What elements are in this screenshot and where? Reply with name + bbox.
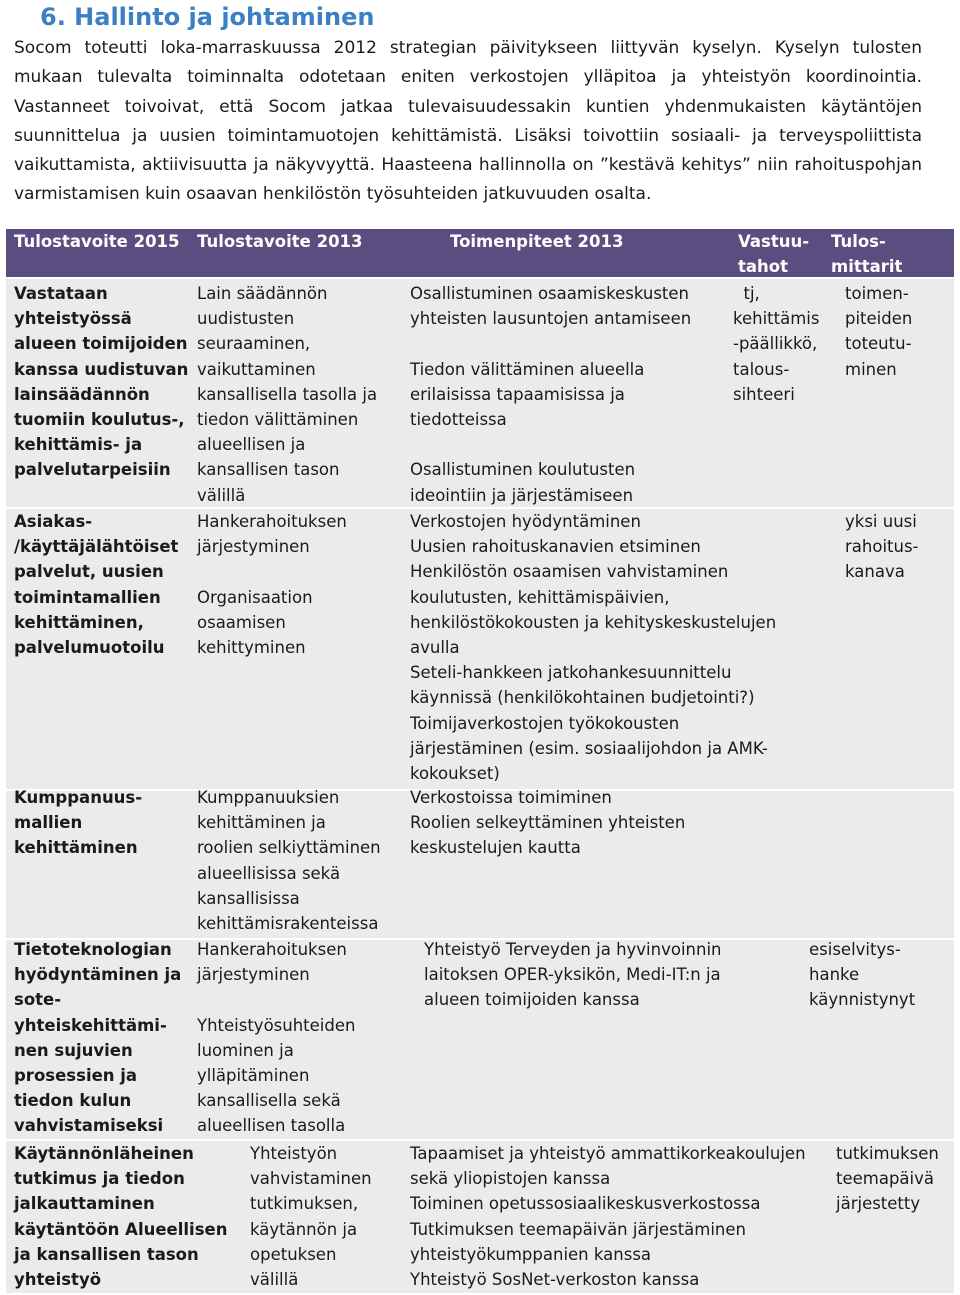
text-line: hanke bbox=[809, 965, 860, 985]
text-line: mittarit bbox=[831, 257, 903, 276]
text-line: yhteistyö bbox=[14, 1270, 102, 1290]
text-line: Asiakas- bbox=[14, 512, 93, 531]
text-line: Tapaamiset ja yhteistyö ammattikorkeakoulujen bbox=[410, 1144, 806, 1163]
text-line bbox=[197, 987, 355, 1012]
cell-metrics bbox=[845, 509, 919, 585]
text-line: ideointiin ja järjestämiseen bbox=[410, 485, 634, 505]
text-line: alueellisen tasolla bbox=[197, 1116, 346, 1136]
text-line: roolien selkiyttäminen bbox=[197, 838, 381, 858]
text-line: Tulos- bbox=[831, 232, 886, 251]
text-line: käytäntöön Alueellisen bbox=[14, 1219, 228, 1239]
text-line: Tutkimuksen teemapäivän järjestäminen bbox=[410, 1219, 746, 1239]
text-line: kehittämis- ja bbox=[14, 435, 143, 455]
text-line: minen bbox=[845, 359, 897, 379]
text-line: käytännön ja bbox=[250, 1219, 358, 1239]
text-line: henkilöstökokousten ja kehityskeskustelujen bbox=[410, 612, 777, 632]
cell-goal-2015 bbox=[14, 509, 178, 660]
text-line: alueen toimijoiden bbox=[14, 334, 188, 354]
text-line: Kumppanuuksien bbox=[197, 788, 340, 807]
cell-actions bbox=[410, 785, 685, 861]
text-line: erilaisissa tapaamisissa ja bbox=[410, 384, 625, 404]
text-line: toimintamallien bbox=[14, 587, 161, 607]
header-responsible bbox=[738, 229, 809, 279]
text-line: jalkauttaminen bbox=[14, 1194, 155, 1214]
text-line: ja kansallisen tason bbox=[14, 1244, 199, 1264]
text-line: järjestyminen bbox=[197, 965, 310, 985]
text-line: Henkilöstön osaamisen vahvistaminen bbox=[410, 562, 729, 582]
text-line: palvelutarpeisiin bbox=[14, 460, 171, 480]
text-line: yhteiskehittämi- bbox=[14, 1015, 167, 1035]
text-line: tiedon välittäminen bbox=[197, 410, 359, 430]
cell-responsible bbox=[733, 281, 819, 407]
cell-metrics bbox=[845, 281, 912, 382]
text-line bbox=[410, 432, 691, 457]
text-line: Tulostavoite 2015 bbox=[14, 232, 180, 251]
text-line: kehittämis bbox=[733, 309, 820, 329]
text-line: keskustelujen kautta bbox=[410, 838, 581, 858]
text-line: kehittämisrakenteissa bbox=[197, 914, 379, 934]
cell-goal-2013 bbox=[197, 281, 377, 508]
section-heading: 6. Hallinto ja johtaminen bbox=[40, 3, 375, 31]
text-line: Yhteistyö Terveyden ja hyvinvoinnin bbox=[424, 940, 722, 959]
text-line: Toiminen opetussosiaalikeskusverkostossa bbox=[410, 1194, 761, 1214]
text-line: kansallisen tason bbox=[197, 460, 340, 480]
text-line: tiedotteissa bbox=[410, 410, 507, 430]
text-line: Yhteistyö SosNet-verkoston kanssa bbox=[410, 1270, 700, 1290]
text-line: sihteeri bbox=[733, 384, 795, 404]
cell-actions bbox=[410, 281, 691, 508]
text-line: prosessien ja bbox=[14, 1066, 138, 1086]
cell-goal-2015 bbox=[14, 937, 181, 1139]
text-line: kanava bbox=[845, 562, 905, 582]
text-line: Tietoteknologian bbox=[14, 940, 172, 959]
text-line: Kumppanuus- bbox=[14, 788, 143, 807]
text-line: kehittäminen ja bbox=[197, 813, 326, 833]
text-line: järjestetty bbox=[836, 1194, 921, 1214]
text-line: avulla bbox=[410, 638, 460, 658]
text-line bbox=[197, 559, 347, 584]
cell-metrics bbox=[809, 937, 915, 1013]
text-line: hyödyntäminen ja bbox=[14, 965, 182, 985]
text-line: opetuksen bbox=[250, 1244, 337, 1264]
text-line: kansallisissa bbox=[197, 888, 300, 908]
text-line: alueellisissa sekä bbox=[197, 863, 341, 883]
header-goal-2013 bbox=[197, 229, 363, 254]
text-line: Osallistuminen osaamiskeskusten bbox=[410, 284, 690, 303]
text-line: Tiedon välittäminen alueella bbox=[410, 359, 645, 379]
text-line: Verkostojen hyödyntäminen bbox=[410, 512, 641, 531]
text-line: tj, bbox=[733, 284, 760, 303]
text-line: tahot bbox=[738, 257, 788, 276]
cell-actions bbox=[424, 937, 722, 1013]
text-line: Seteli-hankkeen jatkohankesuunnittelu bbox=[410, 663, 732, 683]
intro-paragraph: Socom toteutti loka-marraskuussa 2012 strategian päivitykseen liittyvän kyselyn. Kyselyn tulosten mukaan tulevalta toiminnalta odotetaan eniten verkostojen ylläpitoa ja yhteistyön koordinointia. Vastanneet toivoivat, että Socom jatkaa tulevaisuudessakin kuntien yhdenmukaisten käytäntöjen suunnittelua ja uusien toimintamuotojen kehittämistä. Lisäksi toivottiin sosiaali- ja terveyspoliittista vaikuttamista, aktiivisuutta ja näkyvyyttä. Haasteena hallinnolla on ”kestävä kehitys” niin rahoituspohjan varmistamisen kuin osaavan henkilöstön työsuhteiden jatkuvuuden osalta. bbox=[14, 38, 922, 205]
table-row bbox=[6, 279, 954, 507]
text-line: rahoitus- bbox=[845, 537, 919, 557]
text-line: käynnistynyt bbox=[809, 990, 916, 1010]
text-line: järjestäminen (esim. sosiaalijohdon ja AMK- bbox=[410, 738, 768, 758]
text-line: toteutu- bbox=[845, 334, 912, 354]
text-line: kehittäminen, bbox=[14, 612, 144, 632]
text-line: tutkimuksen bbox=[836, 1144, 939, 1163]
text-line: Toimenpiteet 2013 bbox=[450, 232, 624, 251]
cell-goal-2013 bbox=[197, 509, 347, 660]
text-line: seuraaminen, bbox=[197, 334, 311, 354]
table-header bbox=[6, 229, 954, 277]
table-row bbox=[6, 1141, 954, 1293]
text-line: vahvistaminen bbox=[250, 1169, 372, 1189]
text-line: alueen toimijoiden kanssa bbox=[424, 990, 640, 1010]
text-line: Tulostavoite 2013 bbox=[197, 232, 363, 251]
text-line: Vastuu- bbox=[738, 232, 810, 251]
text-line: Osallistuminen koulutusten bbox=[410, 460, 636, 480]
text-line: tiedon kulun bbox=[14, 1091, 132, 1111]
cell-goal-2013 bbox=[197, 785, 381, 936]
text-line: Organisaation bbox=[197, 587, 313, 607]
cell-goal-2015 bbox=[14, 1141, 227, 1292]
header-actions-2013 bbox=[450, 229, 623, 254]
text-line: nen sujuvien bbox=[14, 1040, 133, 1060]
text-line: Lain säädännön bbox=[197, 284, 328, 303]
text-line: tuomiin koulutus-, bbox=[14, 410, 185, 430]
text-line: osaamisen bbox=[197, 612, 286, 632]
text-line: talous- bbox=[733, 359, 790, 379]
text-line: sekä yliopistojen kanssa bbox=[410, 1169, 611, 1189]
text-line: -päällikkö, bbox=[733, 334, 818, 354]
text-line: /käyttäjälähtöiset bbox=[14, 537, 179, 557]
text-line: yhteisten lausuntojen antamiseen bbox=[410, 309, 692, 329]
text-line: vahvistamiseksi bbox=[14, 1116, 164, 1136]
cell-goal-2013 bbox=[250, 1141, 372, 1292]
text-line: Vastataan bbox=[14, 284, 108, 303]
text-line: ylläpitäminen bbox=[197, 1066, 310, 1086]
text-line: uudistusten bbox=[197, 309, 295, 329]
text-line bbox=[410, 331, 691, 356]
text-line: Hankerahoituksen bbox=[197, 940, 347, 959]
text-line: järjestyminen bbox=[197, 537, 310, 557]
cell-actions bbox=[410, 509, 776, 786]
text-line: palvelut, uusien bbox=[14, 562, 164, 582]
text-line: yksi uusi bbox=[845, 512, 917, 531]
text-line: kehittäminen bbox=[14, 838, 138, 858]
text-line: käynnissä (henkilökohtainen budjetointi?) bbox=[410, 688, 755, 708]
text-line: kehittyminen bbox=[197, 638, 306, 658]
text-line: palvelumuotoilu bbox=[14, 638, 165, 658]
text-line: Yhteistyösuhteiden bbox=[197, 1015, 356, 1035]
text-line: Uusien rahoituskanavien etsiminen bbox=[410, 537, 701, 557]
text-line: välillä bbox=[197, 485, 246, 505]
text-line: välillä bbox=[250, 1270, 299, 1290]
text-line: kokoukset) bbox=[410, 764, 500, 784]
text-line: Verkostoissa toimiminen bbox=[410, 788, 612, 807]
text-line: teemapäivä bbox=[836, 1169, 935, 1189]
text-line: Yhteistyön bbox=[250, 1144, 338, 1163]
cell-metrics bbox=[836, 1141, 939, 1217]
text-line: kanssa uudistuvan bbox=[14, 359, 189, 379]
header-metrics bbox=[831, 229, 902, 279]
text-line: luominen ja bbox=[197, 1040, 294, 1060]
cell-goal-2015 bbox=[14, 785, 142, 861]
cell-goal-2015 bbox=[14, 281, 188, 483]
text-line: Roolien selkeyttäminen yhteisten bbox=[410, 813, 686, 833]
text-line: vaikuttaminen bbox=[197, 359, 316, 379]
table-row bbox=[6, 509, 954, 789]
text-line: kansallisella sekä bbox=[197, 1091, 341, 1111]
text-line: tutkimus ja tiedon bbox=[14, 1169, 185, 1189]
text-line: toimen- bbox=[845, 284, 909, 303]
cell-goal-2013 bbox=[197, 937, 355, 1139]
cell-actions bbox=[410, 1141, 806, 1292]
text-line: kansallisella tasolla ja bbox=[197, 384, 378, 404]
text-line: laitoksen OPER-yksikön, Medi-IT:n ja bbox=[424, 965, 721, 985]
text-line: Hankerahoituksen bbox=[197, 512, 347, 531]
table-row bbox=[6, 940, 954, 1139]
text-line: lainsäädännön bbox=[14, 384, 150, 404]
text-line: tutkimuksen, bbox=[250, 1194, 359, 1214]
text-line: Käytännönläheinen bbox=[14, 1144, 194, 1163]
header-goal-2015 bbox=[14, 229, 180, 254]
text-line: koulutusten, kehittämispäivien, bbox=[410, 587, 670, 607]
text-line: mallien bbox=[14, 813, 83, 833]
text-line: yhteistyössä bbox=[14, 309, 132, 329]
text-line: piteiden bbox=[845, 309, 913, 329]
text-line: esiselvitys- bbox=[809, 940, 901, 959]
table-row bbox=[6, 788, 954, 938]
text-line: Toimijaverkostojen työkokousten bbox=[410, 713, 680, 733]
text-line: yhteistyökumppanien kanssa bbox=[410, 1244, 652, 1264]
text-line: alueellisen ja bbox=[197, 435, 306, 455]
text-line: sote- bbox=[14, 990, 62, 1010]
